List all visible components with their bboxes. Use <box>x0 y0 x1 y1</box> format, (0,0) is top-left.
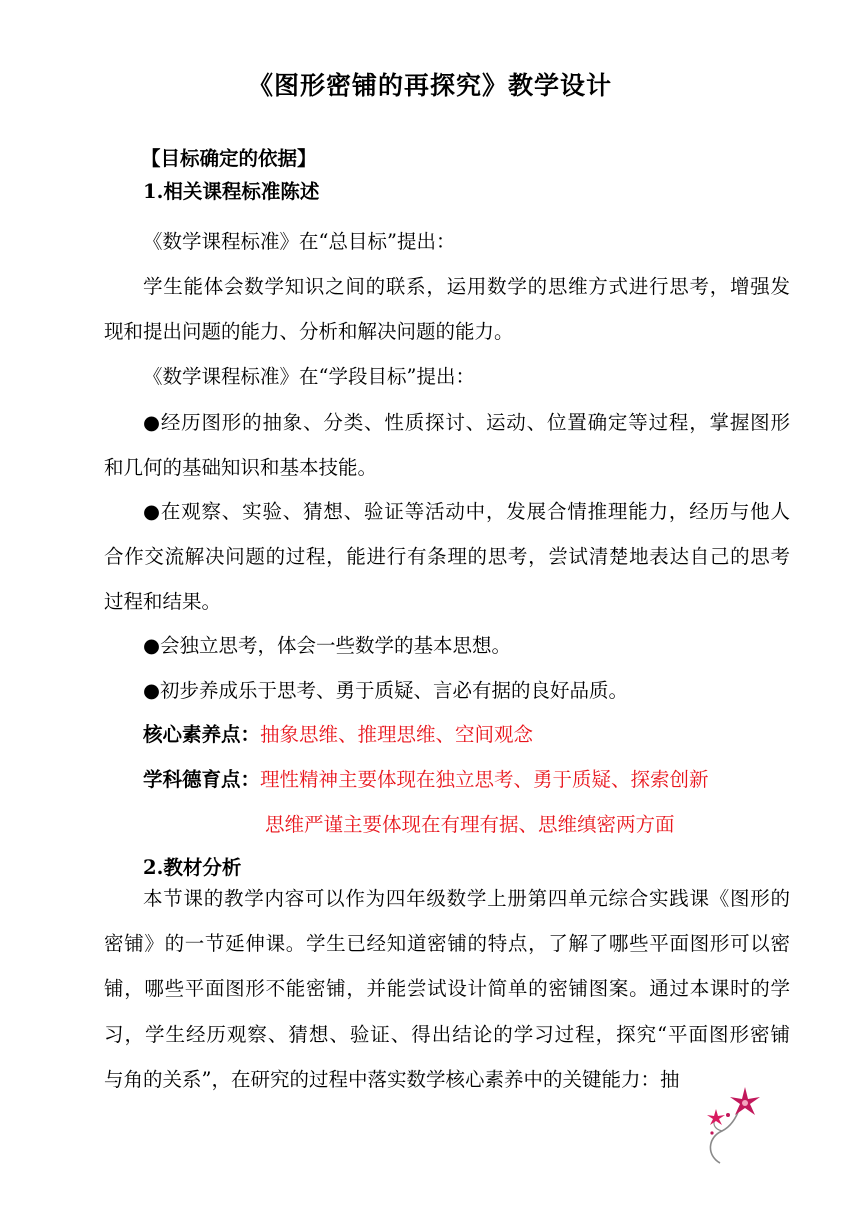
core-literacy-row <box>143 723 533 747</box>
paragraph-line: 《数学课程标准》在“学段目标”提出： <box>143 365 475 388</box>
paragraph-line: 本节课的教学内容可以作为四年级数学上册第四单元综合实践课《图形的 <box>143 887 790 910</box>
paragraph-line: 铺，哪些平面图形不能密铺，并能尝试设计简单的密铺图案。通过本课时的学 <box>104 977 790 1000</box>
paragraph-line: 与角的关系”，在研究的过程中落实数学核心素养中的关键能力：抽 <box>104 1068 680 1091</box>
paragraph-line: 学生能体会数学知识之间的联系，运用数学的思维方式进行思考，增强发 <box>143 275 790 298</box>
moral-education-value-line2: 思维严谨主要体现在有理有据、思维缜密两方面 <box>265 813 675 836</box>
paragraph-line: 习，学生经历观察、猜想、验证、得出结论的学习过程，探究“平面图形密铺 <box>104 1023 790 1046</box>
paragraph-line: 《数学课程标准》在“总目标”提出： <box>143 230 456 253</box>
bullet-item: ●初步养成乐于思考、勇于质疑、言必有据的良好品质。 <box>143 679 629 702</box>
moral-education-label: 学科德育点： <box>143 768 261 791</box>
paragraph-line: 过程和结果。 <box>104 590 222 613</box>
core-literacy-value: 抽象思维、推理思维、空间观念 <box>260 723 534 746</box>
subsection-heading-materials: 2.教材分析 <box>143 856 242 879</box>
subsection-heading-standards: 1.相关课程标准陈述 <box>143 180 320 203</box>
core-literacy-label: 核心素养点： <box>143 723 261 746</box>
document-title: 《图形密铺的再探究》教学设计 <box>247 71 612 100</box>
bullet-item: ●会独立思考，体会一些数学的基本思想。 <box>143 634 512 657</box>
flower-vine-icon <box>700 1085 772 1165</box>
paragraph-line: 和几何的基础知识和基本技能。 <box>104 456 378 479</box>
paragraph-line: 合作交流解决问题的过程，能进行有条理的思考，尝试清楚地表达自己的思考 <box>104 545 790 568</box>
moral-education-value: 理性精神主要体现在独立思考、勇于质疑、探索创新 <box>260 768 709 791</box>
moral-education-row <box>143 768 709 792</box>
paragraph-line: 密铺》的一节延伸课。学生已经知道密铺的特点，了解了哪些平面图形可以密 <box>104 932 790 955</box>
section-heading: 【目标确定的依据】 <box>141 147 317 170</box>
paragraph-line: 现和提出问题的能力、分析和解决问题的能力。 <box>104 320 514 343</box>
bullet-item: ●经历图形的抽象、分类、性质探讨、运动、位置确定等过程，掌握图形 <box>143 411 790 434</box>
bullet-item: ●在观察、实验、猜想、验证等活动中，发展合情推理能力，经历与他人 <box>143 500 790 523</box>
